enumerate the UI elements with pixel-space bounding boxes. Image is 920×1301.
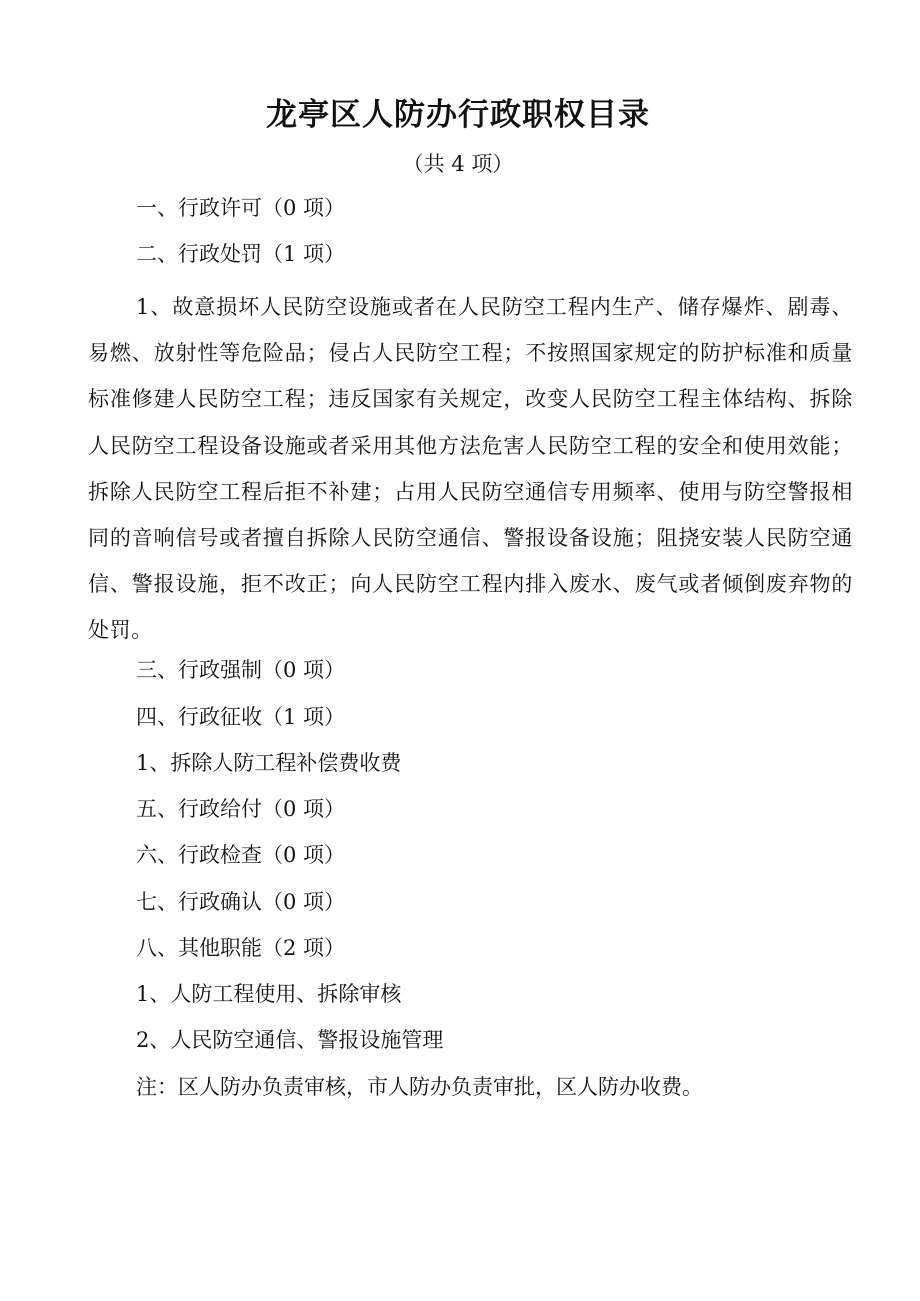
section-administrative-penalty: 二、行政处罚（1 项） <box>136 242 346 266</box>
section-administrative-collection: 四、行政征收（1 项） <box>136 705 346 729</box>
section-administrative-licensing: 一、行政许可（0 项） <box>136 196 346 220</box>
other-item-1: 1、人防工程使用、拆除审核 <box>136 982 402 1006</box>
section-administrative-confirmation: 七、行政确认（0 项） <box>136 890 346 914</box>
section-administrative-inspection: 六、行政检查（0 项） <box>136 843 346 867</box>
collection-item-1: 1、拆除人防工程补偿费收费 <box>136 751 402 775</box>
other-item-2: 2、人民防空通信、警报设施管理 <box>136 1028 444 1052</box>
section-other-functions: 八、其他职能（2 项） <box>136 936 346 960</box>
note: 注：区人防办负责审核，市人防办负责审批，区人防办收费。 <box>136 1075 703 1099</box>
page-title: 龙亭区人防办行政职权目录 <box>266 97 650 133</box>
section-administrative-enforcement: 三、行政强制（0 项） <box>136 658 346 682</box>
section-administrative-payment: 五、行政给付（0 项） <box>136 797 346 821</box>
page-subtitle: （共 4 项） <box>402 152 514 176</box>
penalty-item-1: 1、故意损坏人民防空设施或者在人民防空工程内生产、储存爆炸、剧毒、易燃、放射性等危险品；侵占人民防空工程；不按照国家规定的防护标准和质量标准修建人民防空工程；违反国家有关规定，改变人民防空工程主体结构、拆除人民防空工程设备设施或者采用其他方法危害人民防空工程的安全和使用效能；拆除人民防空工程后拒不补建；占用人民防空通信专用频率、使用与防空警报相同的音响信号或者擅自拆除人民防空通信、警报设备设施；阻挠安装人民防空通信、警报设施，拒不改正；向人民防空工程内排入废水、废气或者倾倒废弃物的处罚。 <box>88 295 853 643</box>
